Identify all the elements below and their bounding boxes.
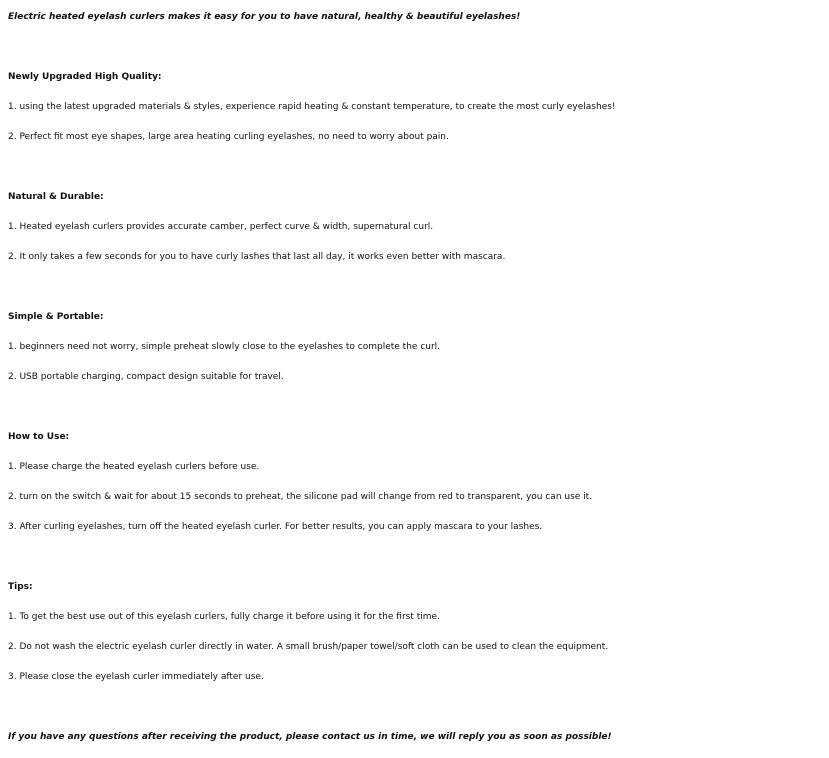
section-heading-quality: Newly Upgraded High Quality:: [8, 72, 162, 82]
list-item: 1. To get the best use out of this eyelash curlers, fully charge it before using it for the first time.: [8, 612, 440, 622]
list-item: 1. Please charge the heated eyelash curlers before use.: [8, 462, 260, 472]
list-item: 2. It only takes a few seconds for you to have curly lashes that last all day, it works even better with mascara.: [8, 252, 506, 262]
spacer: [8, 398, 829, 428]
list-item: 1. beginners need not worry, simple preheat slowly close to the eyelashes to complete the curl.: [8, 342, 441, 352]
list-item: 2. USB portable charging, compact design suitable for travel.: [8, 372, 284, 382]
spacer: [8, 38, 829, 68]
section-heading-portable: Simple & Portable:: [8, 312, 104, 322]
list-item: 3. Please close the eyelash curler immediately after use.: [8, 672, 264, 682]
list-item: 3. After curling eyelashes, turn off the heated eyelash curler. For better results, you can apply mascara to your lashes.: [8, 522, 543, 532]
intro-text: Electric heated eyelash curlers makes it easy for you to have natural, healthy & beautiful eyelashes!: [8, 12, 521, 22]
section-heading-durable: Natural & Durable:: [8, 192, 104, 202]
list-item: 1. using the latest upgraded materials & styles, experience rapid heating & constant temperature, to create the most curly eyelashes!: [8, 102, 616, 112]
section-heading-tips: Tips:: [8, 582, 33, 592]
list-item: 2. turn on the switch & wait for about 15 seconds to preheat, the silicone pad will change from red to transparent, you can use it.: [8, 492, 593, 502]
spacer: [8, 278, 829, 308]
outro-text: If you have any questions after receiving the product, please contact us in time, we will reply you as soon as possible!: [8, 732, 612, 742]
spacer: [8, 158, 829, 188]
spacer: [8, 548, 829, 578]
list-item: 2. Perfect fit most eye shapes, large area heating curling eyelashes, no need to worry about pain.: [8, 132, 449, 142]
list-item: 1. Heated eyelash curlers provides accurate camber, perfect curve & width, supernatural curl.: [8, 222, 434, 232]
list-item: 2. Do not wash the electric eyelash curler directly in water. A small brush/paper towel/soft cloth can be used to clean the equipment.: [8, 642, 609, 652]
section-heading-how-to-use: How to Use:: [8, 432, 70, 442]
spacer: [8, 698, 829, 728]
